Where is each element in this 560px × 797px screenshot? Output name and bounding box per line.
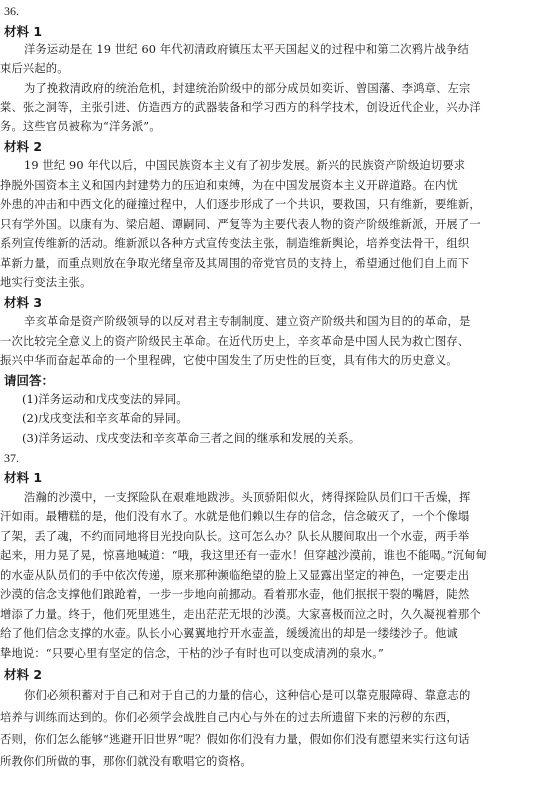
q36-m2-line: 外患的冲击和中西文化的碰撞过程中，人们逐步形成了一个共识，要救国，只有维新，要维新， <box>0 198 481 211</box>
q37-material-1-heading: 材料 1 <box>4 470 43 485</box>
q36-ask-heading: 请回答： <box>4 373 55 388</box>
q36-m2-line: 地实行变法主张。 <box>0 276 92 289</box>
q36-question-item: (3)洋务运动、戊戌变法和辛亥革命三者之间的继承和发展的关系。 <box>22 431 361 445</box>
q37-m1-line: 挚地说：“只要心里有坚定的信念，干枯的沙子有时也可以变成清冽的泉水。” <box>0 647 384 660</box>
q36-m3-line: 一次比较完全意义上的资产阶级民主革命。在近代历史上，辛亥革命是中国人民为救亡图存、 <box>0 335 470 348</box>
q36-m1-line: 束后兴起的。 <box>0 62 69 75</box>
q36-m3-line: 振兴中华而奋起革命的一个里程碑，它使中国发生了历史性的巨变，具有伟大的历史意义。 <box>0 354 458 367</box>
q37-m1-line: 增添了力量。终于，他们死里逃生，走出茫茫无垠的沙漠。大家喜极而泣之时，久久凝视着那个 <box>0 608 481 621</box>
q36-question-item: (1)洋务运动和戊戌变法的异同。 <box>22 392 188 406</box>
q36-m2-line: 19 世纪 90 年代以后，中国民族资本主义有了初步发展。新兴的民族资产阶级迫切要求 <box>24 159 466 172</box>
q37-m1-line: 汗如雨。最糟糕的是，他们没有水了。水就是他们赖以生存的信念，信念破灭了，一个个像塌 <box>0 510 470 523</box>
q37-m1-line: 给了他们信念支撑的水壶。队长小心翼翼地拧开水壶盖，缓缓流出的却是一缕缕沙子。他诚 <box>0 627 458 640</box>
q37-m1-line: 起来，用力晃了晃，惊喜地喊道：“哦，我这里还有一壶水！但穿越沙漠前，谁也不能喝。”沉甸甸 <box>0 549 487 562</box>
q36-question-item: (2)戊戌变法和辛亥革命的异同。 <box>22 411 188 425</box>
q36-m1-line: 棠、张之洞等，主张引进、仿造西方的武器装备和学习西方的科学技术，创设近代企业，兴办洋 <box>0 101 481 114</box>
q36-material-2-heading: 材料 2 <box>4 139 43 154</box>
q37-m1-line: 了架，丢了魂，不约而同地将目光投向队长。这可怎么办？队长从腰间取出一个水壶，两手举 <box>0 530 470 543</box>
q36-m2-line: 挣脱外国资本主义和国内封建势力的压迫和束缚，为在中国发展资本主义开辟道路。在内忧 <box>0 179 458 192</box>
q36-m2-line: 只有学外国。以康有为、梁启超、谭嗣同、严复等为主要代表人物的资产阶级维新派，开展了一 <box>0 218 481 231</box>
q37-material-2-heading: 材料 2 <box>4 667 43 682</box>
q36-material-1-heading: 材料 1 <box>4 24 43 39</box>
q36-m2-line: 革新力量，而重点则放在争取光绪皇帝及其周围的帝党官员的支持上，希望通过他们自上而下 <box>0 257 470 270</box>
q37-m1-line: 沙漠的信念支撑他们踉跄着，一步一步地向前挪动。看着那水壶，他们抿抿干裂的嘴唇，陡然 <box>0 588 470 601</box>
question-36-number: 36. <box>4 4 19 18</box>
q36-m2-line: 系列宣传维新的活动。维新派以各种方式宣传变法主张，制造维新舆论，培养变法骨干，组织 <box>0 237 470 250</box>
q37-m1-line: 的水壶从队员们的手中依次传递，原来那种濒临绝望的脸上又显露出坚定的神色，一定要走出 <box>0 569 470 582</box>
q37-m2-line: 否则，你们怎么能够“逃避开旧世界”呢？假如你们没有力量，假如你们没有愿望来实行这句话 <box>0 733 470 746</box>
q36-m1-line: 务。这些官员被称为“洋务派”。 <box>0 120 161 133</box>
q36-material-3-heading: 材料 3 <box>4 295 43 310</box>
q37-m2-line: 你们必须积蓄对于自己和对于自己的力量的信心，这种信心是可以靠克服障碍、靠意志的 <box>24 689 471 702</box>
q37-m1-line: 浩瀚的沙漠中，一支探险队在艰难地跋涉。头顶骄阳似火，烤得探险队员们口干舌燥，挥 <box>24 491 471 504</box>
q37-m2-line: 培养与训练而达到的。你们必须学会战胜自己内心与外在的过去所遗留下来的污秽的东西， <box>0 711 458 724</box>
q36-m1-line: 洋务运动是在 19 世纪 60 年代初清政府镇压太平天国起义的过程中和第二次鸦片战争结 <box>24 43 469 56</box>
q37-m2-line: 所教你们所做的事，那你们就没有歌唱它的资格。 <box>0 755 252 768</box>
q36-m1-line: 为了挽救清政府的统治危机，封建统治阶级中的部分成员如奕䜣、曾国藩、李鸿章、左宗 <box>24 82 471 95</box>
q36-m3-line: 辛亥革命是资产阶级领导的以反对君主专制制度、建立资产阶级共和国为目的的革命，是 <box>24 315 471 328</box>
question-37-number: 37. <box>4 451 19 465</box>
